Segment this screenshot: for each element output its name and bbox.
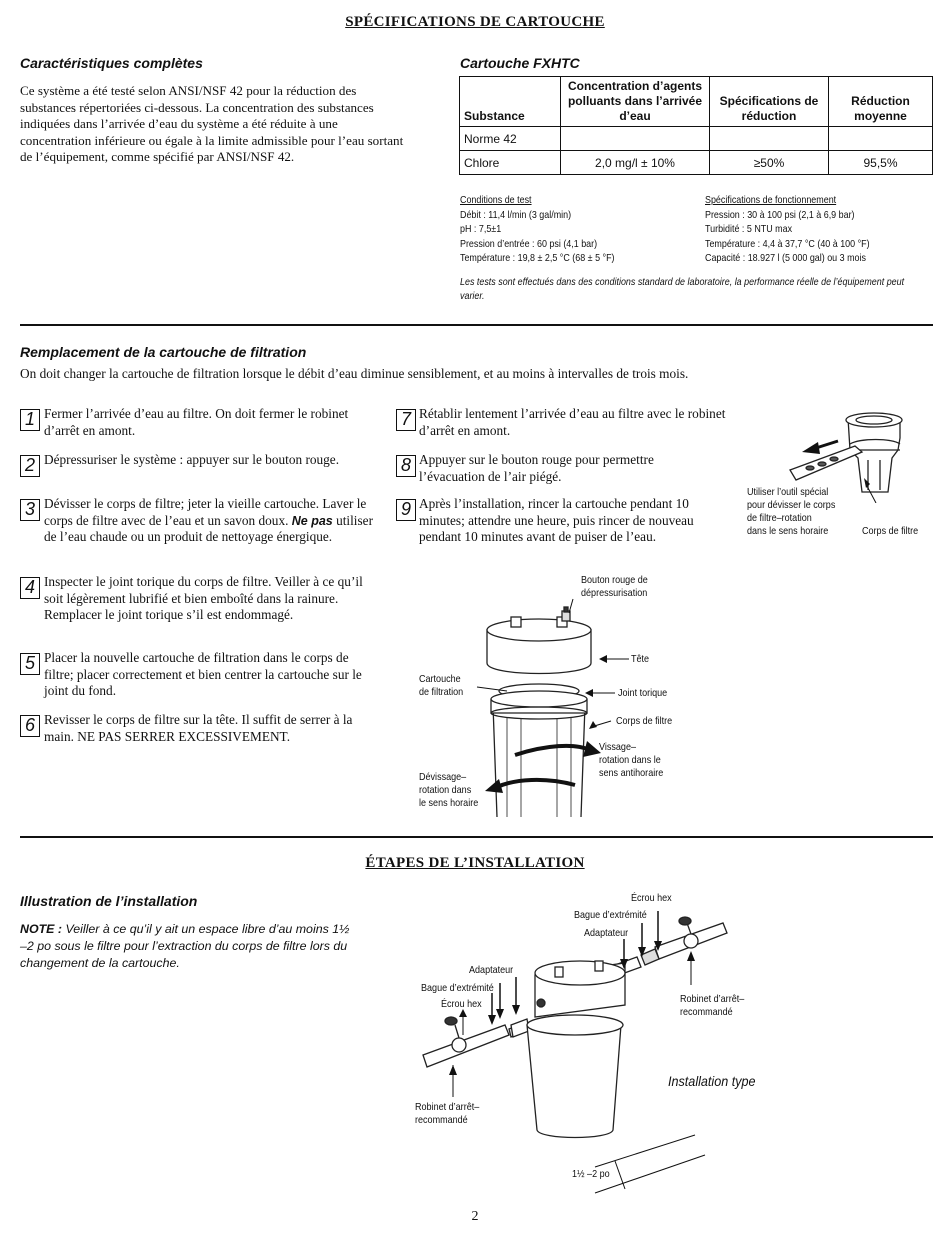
test-conditions-heading: Conditions de test: [460, 195, 532, 206]
features-heading: Caractéristiques complètes: [20, 55, 203, 71]
cartridge-label: Cartouche de filtration: [419, 673, 464, 698]
step-text-7: Rétablir lentement l’arrivée d’eau au filtre avec le robinet d’arrêt en amont.: [419, 406, 726, 438]
table-cell: ≥50%: [710, 151, 829, 175]
step-number-2: 2: [20, 455, 40, 477]
col-concentration: Concentration d’agents polluants dans l’arrivée d’eau: [561, 77, 710, 127]
lab-conditions-note: Les tests sont effectués dans des conditions standard de laboratoire, la performance réelle de l’équipement peut varier.: [460, 277, 905, 302]
operating-specs: [705, 194, 870, 267]
end-ring-left-label: Bague d’extrémité: [421, 982, 494, 994]
hex-nut-left-label: Écrou hex: [441, 998, 482, 1010]
features-text: Ce système a été testé selon ANSI/NSF 42 pour la réduction des substances répertoriées ci-dessous. La concentration des substances indiquées dans l’arrivée d’eau du système a été réduite à une concentration inférieure ou égale à la limite admissible pour l’eau sortant de l’équipement, comme spécifié par ANSI/NSF 42.: [20, 83, 404, 164]
table-cell: [710, 127, 829, 151]
step-text-4: Inspecter le joint torique du corps de filtre. Veiller à ce qu’il soit légèrement lubrifié et bien emboîté dans la rainure. Remplacer le joint torique s’il est endommagé.: [44, 574, 363, 622]
replacement-intro: On doit changer la cartouche de filtration lorsque le débit d’eau diminue sensiblement, et au moins à intervalles de trois mois.: [20, 366, 689, 381]
table-header-row: [460, 77, 933, 127]
installation-note: [20, 921, 355, 972]
divider: [20, 836, 933, 838]
table-cell: [561, 127, 710, 151]
section-title-installation: ÉTAPES DE L’INSTALLATION: [365, 855, 585, 871]
test-condition-line: pH : 7,5±1: [460, 224, 502, 236]
step-number-3: 3: [20, 499, 40, 521]
screw-direction-label: Vissage– rotation dans le sens antihoraire: [599, 741, 664, 779]
adapter-left-label: Adaptateur: [469, 964, 514, 976]
step-text-9: Après l’installation, rincer la cartouche pendant 10 minutes; attendre une heure, puis rincer de nouveau pendant 10 minutes avant de puiser de l’eau.: [419, 496, 694, 544]
step-number-5: 5: [20, 653, 40, 675]
col-reduction-spec: Spécifications de réduction: [710, 77, 829, 127]
test-conditions: [460, 194, 615, 267]
tool-body-label: Corps de filtre: [862, 525, 919, 537]
replacement-heading: Remplacement de la cartouche de filtration: [20, 344, 307, 360]
section-title-specifications: SPÉCIFICATIONS DE CARTOUCHE: [345, 14, 605, 30]
page-number: 2: [471, 1209, 479, 1224]
step-text-6: Revisser le corps de filtre sur la tête. Il suffit de serrer à la main. NE PAS SERRER EXCESSIVEMENT.: [44, 712, 353, 744]
red-button-label: Bouton rouge de dépressurisation: [581, 574, 648, 599]
installation-heading: Illustration de l’installation: [20, 893, 198, 909]
step-text-5: Placer la nouvelle cartouche de filtration dans le corps de filtre; placer correctement et bien centrer la cartouche sur le joint du fond.: [44, 650, 362, 698]
unscrew-direction-label: Dévissage– rotation dans le sens horaire: [419, 771, 479, 809]
step-number-7: 7: [396, 409, 416, 431]
test-condition-line: Débit : 11,4 l/min (3 gal/min): [460, 209, 572, 221]
step-text-3: Dévisser le corps de filtre; jeter la vieille cartouche. Laver le corps de filtre avec de l’eau et un savon doux. Ne pas utiliser de l’eau chaude ou un produit de nettoyage énergique.: [44, 496, 374, 544]
step-text-8: Appuyer sur le bouton rouge pour permettre l’évacuation de l’air piégé.: [419, 452, 654, 484]
table-cell: 95,5%: [829, 151, 933, 175]
divider: [20, 324, 933, 326]
step-number-9: 9: [396, 499, 416, 521]
head-label: Tête: [631, 653, 650, 665]
adapter-right-label: Adaptateur: [584, 927, 629, 939]
test-condition-line: Pression d’entrée : 60 psi (4,1 bar): [460, 238, 598, 250]
table-cell: Chlore: [460, 151, 561, 175]
operating-spec-line: Température : 4,4 à 37,7 °C (40 à 100 °F): [705, 238, 870, 250]
o-ring-label: Joint torique: [618, 687, 668, 699]
note-label: NOTE :: [20, 922, 62, 936]
step-number-6: 6: [20, 715, 40, 737]
installation-type-caption: Installation type: [668, 1073, 756, 1089]
operating-spec-line: Pression : 30 à 100 psi (2,1 à 6,9 bar): [705, 209, 855, 221]
end-ring-right-label: Bague d’extrémité: [574, 909, 647, 921]
step-number-4: 4: [20, 577, 40, 599]
table-cell: [829, 127, 933, 151]
valve-left-label: Robinet d’arrêt– recommandé: [415, 1101, 480, 1126]
operating-specs-heading: Spécifications de fonctionnement: [705, 195, 837, 206]
installation-illustration: [415, 905, 735, 1200]
clearance-label: 1½ –2 po: [572, 1168, 610, 1180]
table-row: [460, 127, 933, 151]
test-condition-line: Température : 19,8 ± 2,5 °C (68 ± 5 °F): [460, 253, 615, 265]
operating-spec-line: Capacité : 18.927 l (5 000 gal) ou 3 mois: [705, 253, 866, 265]
step-text-1: Fermer l’arrivée d’eau au filtre. On doit fermer le robinet d’arrêt en amont.: [44, 406, 349, 438]
table-cell: Norme 42: [460, 127, 561, 151]
col-substance: Substance: [460, 77, 561, 127]
filter-body-label: Corps de filtre: [616, 715, 673, 727]
step-number-8: 8: [396, 455, 416, 477]
col-average-reduction: Réduction moyenne: [829, 77, 933, 127]
step-number-1: 1: [20, 409, 40, 431]
cartridge-heading: Cartouche FXHTC: [460, 55, 580, 71]
step-text-2: Dépressuriser le système : appuyer sur le bouton rouge.: [44, 452, 340, 467]
cartridge-spec-table: [459, 76, 933, 175]
table-cell: 2,0 mg/l ± 10%: [561, 151, 710, 175]
table-row: [460, 151, 933, 175]
tool-instructions-label: Utiliser l’outil spécial pour dévisser le corps de filtre–rotation dans le sens horaire: [747, 486, 836, 537]
operating-spec-line: Turbidité : 5 NTU max: [705, 224, 793, 236]
hex-nut-right-label: Écrou hex: [631, 892, 672, 904]
valve-right-label: Robinet d’arrêt– recommandé: [680, 993, 745, 1018]
note-text: Veiller à ce qu’il y ait un espace libre d’au moins 1½ –2 po sous le filtre pour l’extraction du corps de filtre lors du changement de la cartouche.: [20, 922, 350, 970]
